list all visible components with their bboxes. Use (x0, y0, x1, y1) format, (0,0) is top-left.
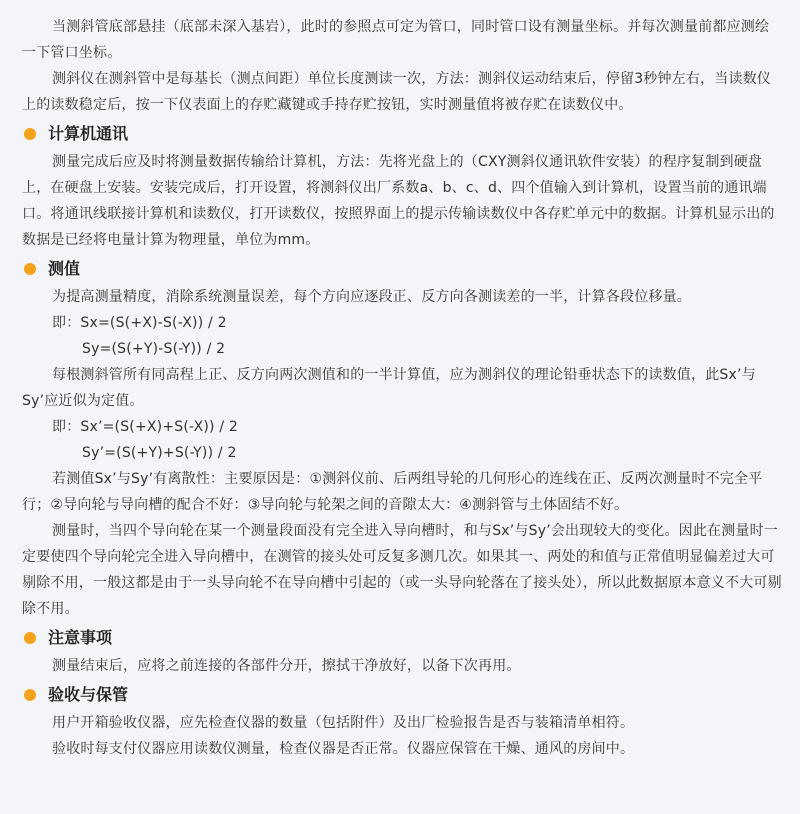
acceptance-paragraph-1: 用户开箱验收仪器，应先检查仪器的数量（包括附件）及出厂检验报告是否与装箱清单相符。 (52, 715, 635, 731)
section-title: 注意事项 (48, 628, 113, 647)
formula-sx-prime: 即：Sx’=(S(+X)+S(-X)) / 2 (52, 419, 239, 435)
intro-paragraph-2: 测斜仪在测斜管中是每基长（测点间距）单位长度测读一次，方法：测斜仪运动结束后，停留3秒钟左右，当读数仪上的读数稳定后，按一下仪表面上的存贮藏键或手持存贮按钮，实时测量值将被存贮在读数仪中。 (22, 71, 772, 113)
computer-comm-paragraph: 测量完成后应及时将测量数据传输给计算机，方法：先将光盘上的（CXY测斜仪通讯软件安装）的程序复制到硬盘上，在硬盘上安装。安装完成后，打开设置，将测斜仪出厂系数a、b、c、d、四个值输入到计算机，设置当前的通讯端口。将通讯线联接计算机和读数仪，打开读数仪，按照界面上的提示传输读数仪中各存贮单元中的数据。计算机显示出的数据是已经将电量计算为物理量，单位为mm。 (22, 154, 775, 248)
section-heading-measurement (22, 256, 782, 282)
bullet-dot-icon (24, 632, 36, 644)
formula-sy-prime: Sy’=(S(+Y)+S(-Y)) / 2 (82, 445, 237, 461)
section-title: 计算机通讯 (48, 124, 129, 143)
section-heading-computer-comm (22, 121, 782, 147)
bullet-dot-icon (24, 689, 36, 701)
measurement-paragraph-4: 测量时，当四个导向轮在某一个测量段面没有完全进入导向槽时，和与Sx’与Sy’会出现较大的变化。因此在测量时一定要使四个导向轮完全进入导向槽中，在测管的接头处可反复多测几次。如果其一、两处的和值与正常值明显偏差过大可剔除不用，一般这都是由于一头导向轮不在导向槽中引起的（或一头导向轮落在了接头处），所以此数据原本意义不大可剔除不用。 (22, 523, 782, 617)
formula-sx: 即：Sx=(S(+X)-S(-X)) / 2 (52, 315, 227, 331)
bullet-dot-icon (24, 128, 36, 140)
notes-paragraph: 测量结束后，应将之前连接的各部件分开，擦拭干净放好，以备下次再用。 (52, 658, 521, 674)
section-title: 验收与保管 (48, 685, 129, 704)
acceptance-paragraph-2: 验收时每支付仪器应用读数仪测量，检查仪器是否正常。仪器应保管在干燥、通风的房间中。 (52, 741, 635, 757)
measurement-paragraph-3: 若测值Sx’与Sy’有离散性：主要原因是：①测斜仪前、后两组导轮的几何形心的连线在正、反两次测量时不完全平行；②导向轮与导向槽的配合不好：③导向轮与轮架之间的音隙太大：④测斜管与土体固结不好。 (22, 471, 763, 513)
measurement-paragraph-2: 每根测斜管所有同高程上正、反方向两次测值和的一半计算值，应为测斜仪的理论铅垂状态下的读数值，此Sx’与Sy’应近似为定值。 (22, 367, 756, 409)
section-heading-notes (22, 625, 782, 651)
bullet-dot-icon (24, 263, 36, 275)
intro-paragraph-1: 当测斜管底部悬挂（底部未深入基岩），此时的参照点可定为管口，同时管口设有测量坐标。并每次测量前都应测绘一下管口坐标。 (22, 19, 770, 61)
measurement-paragraph-1: 为提高测量精度，消除系统测量误差，每个方向应逐段正、反方向各测读差的一半，计算各段位移量。 (52, 289, 691, 305)
section-heading-acceptance (22, 682, 782, 708)
formula-sy: Sy=(S(+Y)-S(-Y)) / 2 (82, 341, 226, 357)
section-title: 测值 (48, 259, 81, 278)
